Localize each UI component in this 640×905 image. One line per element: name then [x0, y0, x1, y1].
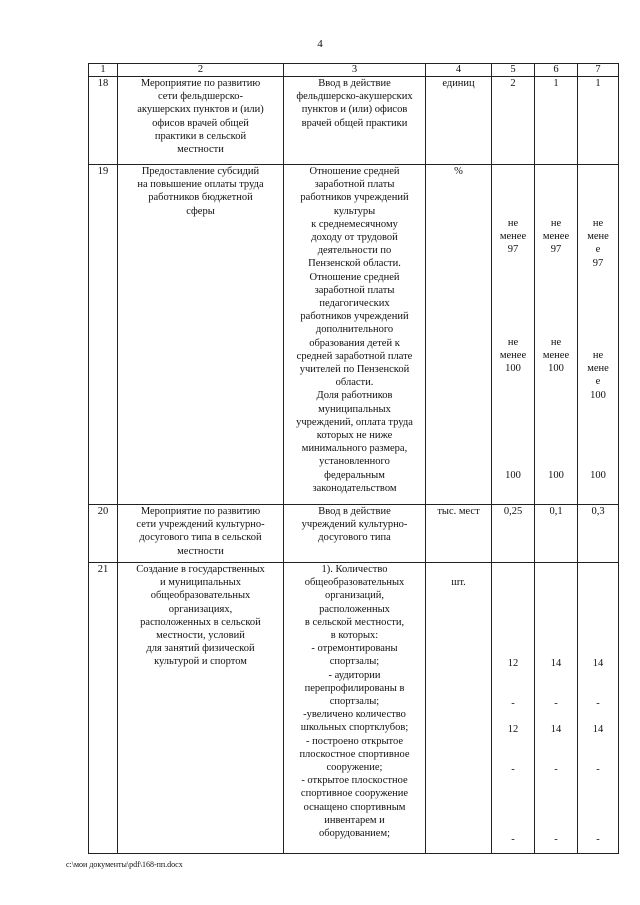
column-header: 1 [89, 64, 118, 77]
value-cell: 2 [492, 77, 535, 165]
row-number: 20 [89, 505, 118, 563]
unit-cell: шт. [426, 563, 492, 854]
value-cell: 0,25 [492, 505, 535, 563]
value-cell: не менее 97 не менее 100 100 [492, 165, 535, 505]
column-header: 4 [426, 64, 492, 77]
value-cell: не менее 97 не менее 100 100 [535, 165, 578, 505]
value-cell: 0,1 [535, 505, 578, 563]
value-cell: не мене е 97 не мене е 100 100 [578, 165, 619, 505]
column-header: 5 [492, 64, 535, 77]
table-header-row [89, 64, 619, 77]
table-row [89, 505, 619, 563]
unit-cell: тыс. мест [426, 505, 492, 563]
column-header: 6 [535, 64, 578, 77]
page-number: 4 [317, 38, 323, 50]
value-cell: 12 - 12 - - [492, 563, 535, 854]
unit-cell: единиц [426, 77, 492, 165]
event-cell: Мероприятие по развитию сети учреждений культурно- досугового типа в сельской местности [118, 505, 284, 563]
event-cell: Создание в государственных и муниципальных общеобразовательных организациях, расположенных в сельской местности, условий для занятий физической культурой и спортом [118, 563, 284, 854]
value-cell: 1 [535, 77, 578, 165]
indicator-cell: Ввод в действие учреждений культурно- досугового типа [284, 505, 426, 563]
indicator-cell: Отношение средней заработной платы работников учреждений культуры к среднемесячному доходу от трудовой деятельности по Пензенской области. Отношение средней заработной платы педагогических работников учреждений дополнительного образования детей к средней заработной плате учителей по Пензенской области. Доля работников муниципальных учреждений, оплата труда которых не ниже минимального размера, установленного федеральным законодательством [284, 165, 426, 505]
row-number: 19 [89, 165, 118, 505]
indicator-cell: 1). Количество общеобразовательных организаций, расположенных в сельской местности, в которых: - отремонтированы спортзалы; - аудитории перепрофилированы в спортзалы; -увеличено количество школьных спортклубов; - построено открытое плоскостное спортивное сооружение; - открытое плоскостное спортивное сооружение оснащено спортивным инвентарем и оборудованием; [284, 563, 426, 854]
value-cell: 14 - 14 - - [535, 563, 578, 854]
table-row [89, 563, 619, 854]
value-cell: 0,3 [578, 505, 619, 563]
column-header: 2 [118, 64, 284, 77]
column-header: 3 [284, 64, 426, 77]
row-number: 21 [89, 563, 118, 854]
row-number: 18 [89, 77, 118, 165]
value-cell: 14 - 14 - - [578, 563, 619, 854]
table-row [89, 77, 619, 165]
footer-file-path: c:\мои документы\pdf\168-пп.docx [66, 860, 183, 869]
table-row [89, 165, 619, 505]
event-cell: Мероприятие по развитию сети фельдшерско- акушерских пунктов и (или) офисов врачей общей практики в сельской местности [118, 77, 284, 165]
indicator-cell: Ввод в действие фельдшерско-акушерских пунктов и (или) офисов врачей общей практики [284, 77, 426, 165]
event-cell: Предоставление субсидий на повышение оплаты труда работников бюджетной сферы [118, 165, 284, 505]
value-cell: 1 [578, 77, 619, 165]
unit-cell: % [426, 165, 492, 505]
indicators-table [88, 63, 619, 854]
column-header: 7 [578, 64, 619, 77]
